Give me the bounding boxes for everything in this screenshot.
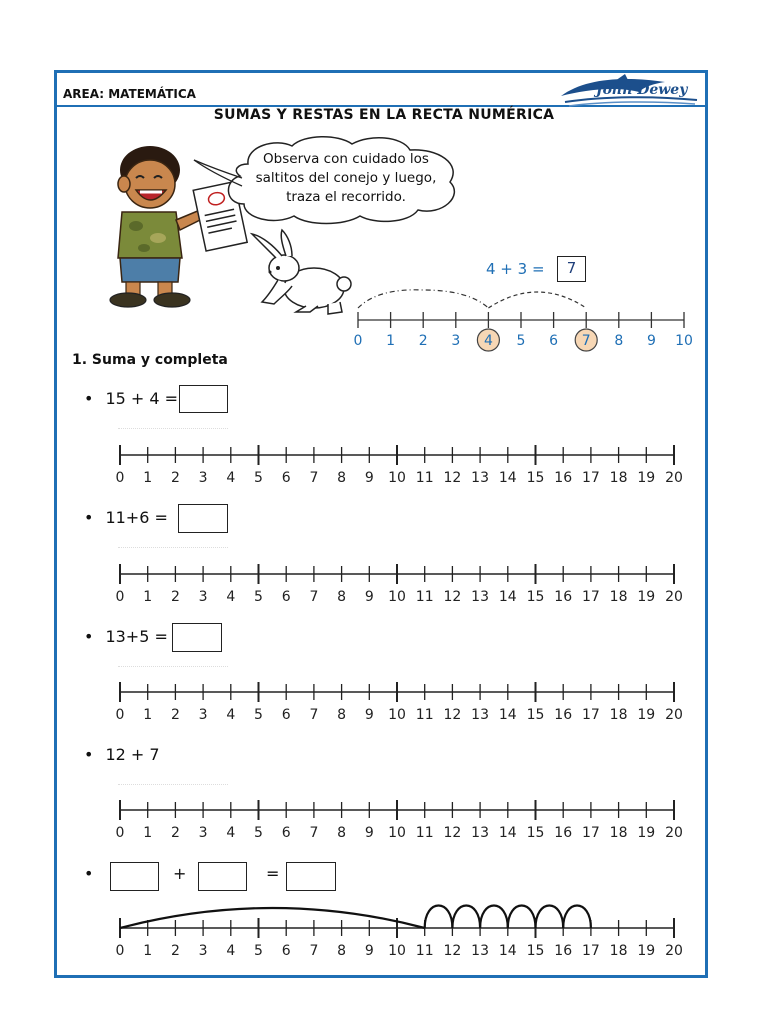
tick-label: 20 (665, 470, 683, 486)
number-line-4 (105, 796, 695, 846)
tick-label: 2 (418, 333, 428, 349)
exercise-4 (84, 745, 160, 764)
tick-label: 0 (115, 707, 125, 723)
tick-label: 7 (581, 333, 591, 349)
exercise-expression: 15 + 4 = (105, 389, 179, 408)
tick-label: 7 (309, 707, 319, 723)
example-answer-box: 7 (557, 256, 586, 282)
number-line-2 (105, 560, 695, 610)
tick-label: 4 (226, 470, 236, 486)
bullet: • (84, 389, 94, 408)
faint-line (118, 428, 228, 429)
tick-label: 11 (415, 825, 434, 841)
tick-label: 4 (226, 825, 236, 841)
tick-label: 13 (471, 943, 490, 959)
tick-label: 16 (554, 943, 573, 959)
answer-box-2[interactable] (178, 504, 228, 533)
exercise-2 (84, 508, 168, 527)
logo-text: John Dewey (596, 82, 688, 98)
tick-label: 9 (364, 943, 374, 959)
tick-label: 12 (443, 943, 462, 959)
speech-line: Observa con cuidado los (263, 151, 429, 167)
operand1-box[interactable] (110, 862, 159, 891)
tick-label: 16 (554, 589, 573, 605)
faint-line (118, 784, 228, 785)
tick-label: 6 (281, 589, 291, 605)
tick-label: 14 (498, 589, 517, 605)
tick-label: 9 (364, 589, 374, 605)
tick-label: 1 (143, 825, 153, 841)
tick-label: 9 (364, 707, 374, 723)
exercise-5 (84, 864, 105, 883)
tick-label: 16 (554, 470, 573, 486)
tick-label: 15 (526, 707, 545, 723)
equals-sign: = (266, 864, 280, 883)
tick-label: 3 (198, 943, 208, 959)
tick-label: 1 (143, 589, 153, 605)
tick-label: 10 (388, 825, 406, 841)
tick-label: 0 (115, 589, 125, 605)
page-title: SUMAS Y RESTAS EN LA RECTA NUMÉRICA (213, 107, 555, 123)
tick-label: 0 (115, 943, 125, 959)
tick-label: 11 (415, 470, 434, 486)
faint-line (118, 547, 228, 548)
tick-label: 10 (388, 589, 406, 605)
tick-label: 7 (309, 943, 319, 959)
hop-arc (480, 906, 508, 929)
tick-label: 3 (198, 589, 208, 605)
tick-label: 6 (549, 333, 559, 349)
tick-label: 16 (554, 707, 573, 723)
tick-label: 1 (143, 707, 153, 723)
plus-sign: + (173, 864, 187, 883)
tick-label: 8 (337, 825, 347, 841)
faint-line (118, 666, 228, 667)
hop-arc (508, 906, 536, 929)
tick-label: 12 (443, 707, 462, 723)
tick-label: 9 (646, 333, 656, 349)
tick-label: 18 (609, 825, 628, 841)
tick-label: 3 (198, 470, 208, 486)
tick-label: 18 (609, 470, 628, 486)
tick-label: 13 (471, 825, 490, 841)
tick-label: 12 (443, 825, 462, 841)
tick-label: 8 (337, 470, 347, 486)
tick-label: 3 (198, 707, 208, 723)
exercise-expression: 13+5 = (105, 627, 168, 646)
answer-box-1[interactable] (179, 385, 228, 413)
tick-label: 6 (281, 825, 291, 841)
tick-label: 1 (143, 943, 153, 959)
exercise-expression: 11+6 = (105, 508, 168, 527)
exercise-1 (84, 389, 178, 408)
jump-arc (120, 908, 425, 928)
tick-label: 12 (443, 470, 462, 486)
tick-label: 6 (281, 470, 291, 486)
tick-label: 0 (353, 333, 363, 349)
tick-label: 14 (498, 707, 517, 723)
tick-label: 13 (471, 589, 490, 605)
tick-label: 11 (415, 707, 434, 723)
tick-label: 2 (170, 707, 180, 723)
tick-label: 4 (483, 333, 493, 349)
tick-label: 5 (254, 589, 263, 605)
tick-label: 2 (170, 589, 180, 605)
tick-label: 2 (170, 470, 180, 486)
tick-label: 3 (451, 333, 461, 349)
tick-label: 0 (115, 825, 125, 841)
number-line-5 (105, 896, 695, 966)
tick-label: 17 (581, 825, 600, 841)
number-line-1 (105, 441, 695, 491)
tick-label: 10 (388, 707, 406, 723)
speech-line: saltitos del conejo y luego, (255, 170, 437, 186)
tick-label: 8 (337, 707, 347, 723)
tick-label: 14 (498, 825, 517, 841)
tick-label: 9 (364, 825, 374, 841)
hop-arc (536, 906, 564, 929)
tick-label: 4 (226, 943, 236, 959)
tick-label: 18 (609, 943, 628, 959)
hop-arc (563, 906, 591, 929)
tick-label: 8 (614, 333, 624, 349)
example-jump-arc (358, 290, 488, 308)
operand2-box[interactable] (198, 862, 247, 891)
bullet: • (84, 508, 94, 527)
tick-label: 13 (471, 470, 490, 486)
tick-label: 17 (581, 707, 600, 723)
tick-label: 6 (281, 707, 291, 723)
tick-label: 2 (170, 825, 180, 841)
tick-label: 11 (415, 589, 434, 605)
tick-label: 10 (388, 470, 406, 486)
exercise-3 (84, 627, 168, 646)
tick-label: 14 (498, 943, 517, 959)
hop-arc (425, 906, 453, 929)
tick-label: 19 (637, 825, 656, 841)
tick-label: 7 (309, 589, 319, 605)
example-number-line (345, 276, 705, 356)
area-label: AREA: MATEMÁTICA (63, 87, 196, 101)
tick-label: 17 (581, 470, 600, 486)
tick-label: 19 (637, 707, 656, 723)
tick-label: 20 (665, 589, 683, 605)
tick-label: 14 (498, 470, 517, 486)
tick-label: 7 (309, 470, 319, 486)
tick-label: 11 (415, 943, 434, 959)
bullet: • (84, 745, 94, 764)
tick-label: 20 (665, 943, 683, 959)
tick-label: 13 (471, 707, 490, 723)
tick-label: 15 (526, 589, 545, 605)
tick-label: 6 (281, 943, 291, 959)
tick-label: 8 (337, 943, 347, 959)
tick-label: 5 (254, 825, 263, 841)
tick-label: 2 (170, 943, 180, 959)
tick-label: 5 (254, 943, 263, 959)
tick-label: 8 (337, 589, 347, 605)
tick-label: 7 (309, 825, 319, 841)
tick-label: 19 (637, 470, 656, 486)
bullet: • (84, 627, 94, 646)
tick-label: 15 (526, 825, 545, 841)
tick-label: 16 (554, 825, 573, 841)
rabbit-illustration-icon (248, 228, 356, 316)
section-title: 1. Suma y completa (72, 352, 228, 368)
tick-label: 19 (637, 943, 656, 959)
exercise-expression: 12 + 7 (105, 745, 160, 764)
tick-label: 4 (226, 707, 236, 723)
example-equation: 4 + 3 = (486, 260, 545, 278)
tick-label: 5 (516, 333, 526, 349)
tick-label: 17 (581, 589, 600, 605)
tick-label: 1 (143, 470, 153, 486)
tick-label: 15 (526, 943, 545, 959)
answer-box-3[interactable] (172, 623, 222, 652)
tick-label: 18 (609, 589, 628, 605)
tick-label: 5 (254, 470, 263, 486)
tick-label: 0 (115, 470, 125, 486)
tick-label: 15 (526, 470, 545, 486)
tick-label: 12 (443, 589, 462, 605)
tick-label: 17 (581, 943, 600, 959)
tick-label: 1 (386, 333, 396, 349)
tick-label: 10 (388, 943, 406, 959)
bullet: • (84, 864, 94, 883)
tick-label: 20 (665, 825, 683, 841)
hop-arc (452, 906, 480, 929)
tick-label: 9 (364, 470, 374, 486)
tick-label: 5 (254, 707, 263, 723)
speech-line: traza el recorrido. (286, 189, 406, 205)
result-box[interactable] (286, 862, 336, 891)
tick-label: 18 (609, 707, 628, 723)
speech-text (240, 150, 452, 207)
tick-label: 10 (675, 333, 693, 349)
example-jump-arc (488, 292, 586, 308)
tick-label: 20 (665, 707, 683, 723)
tick-label: 19 (637, 589, 656, 605)
number-line-3 (105, 678, 695, 728)
tick-label: 4 (226, 589, 236, 605)
tick-label: 3 (198, 825, 208, 841)
